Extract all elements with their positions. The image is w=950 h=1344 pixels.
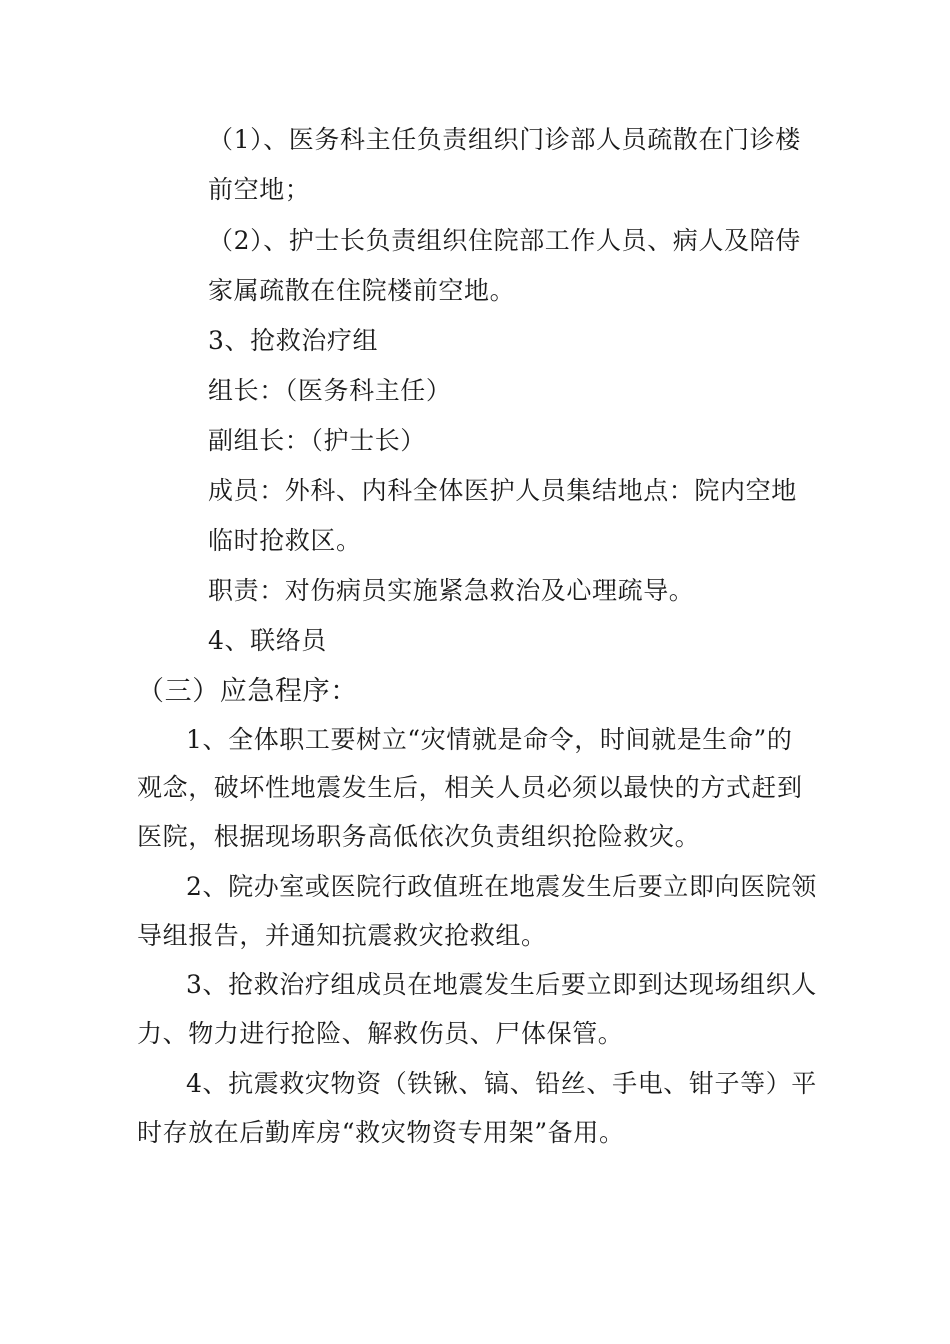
text-line: 1、全体职工要树立“灾情就是命令，时间就是生命”的 bbox=[186, 725, 793, 754]
text-line: 3、抢救治疗组成员在地震发生后要立即到达现场组织人 bbox=[186, 970, 817, 999]
text-line: 职责：对伤病员实施紧急救治及心理疏导。 bbox=[208, 576, 695, 605]
text-line: 副组长：（护士长） bbox=[208, 426, 426, 455]
text-line: （2）、护士长负责组织住院部工作人员、病人及陪侍 bbox=[208, 226, 801, 255]
text-line: 导组报告，并通知抗震救灾抢救组。 bbox=[137, 921, 547, 950]
text-line: 4、抗震救灾物资（铁锹、镐、铅丝、手电、钳子等）平 bbox=[186, 1069, 817, 1098]
text-line: 4、联络员 bbox=[208, 626, 327, 655]
text-line: 成员：外科、内科全体医护人员集结地点：院内空地 bbox=[208, 476, 797, 505]
text-line: 临时抢救区。 bbox=[208, 526, 362, 555]
text-line: 组长：（医务科主任） bbox=[208, 376, 452, 405]
section-heading: （三）应急程序： bbox=[137, 676, 358, 707]
text-line: 医院，根据现场职务高低依次负责组织抢险救灾。 bbox=[137, 822, 701, 851]
text-line: 观念，破坏性地震发生后，相关人员必须以最快的方式赶到 bbox=[137, 773, 803, 802]
text-line: 3、抢救治疗组 bbox=[208, 326, 379, 355]
text-line: 2、院办室或医院行政值班在地震发生后要立即向医院领 bbox=[186, 872, 817, 901]
text-line: （1）、医务科主任负责组织门诊部人员疏散在门诊楼 bbox=[208, 125, 801, 154]
text-line: 力、物力进行抢险、解救伤员、尸体保管。 bbox=[137, 1019, 624, 1048]
text-line: 前空地； bbox=[208, 175, 311, 204]
text-line: 家属疏散在住院楼前空地。 bbox=[208, 276, 516, 305]
text-line: 时存放在后勤库房“救灾物资专用架”备用。 bbox=[137, 1118, 625, 1147]
